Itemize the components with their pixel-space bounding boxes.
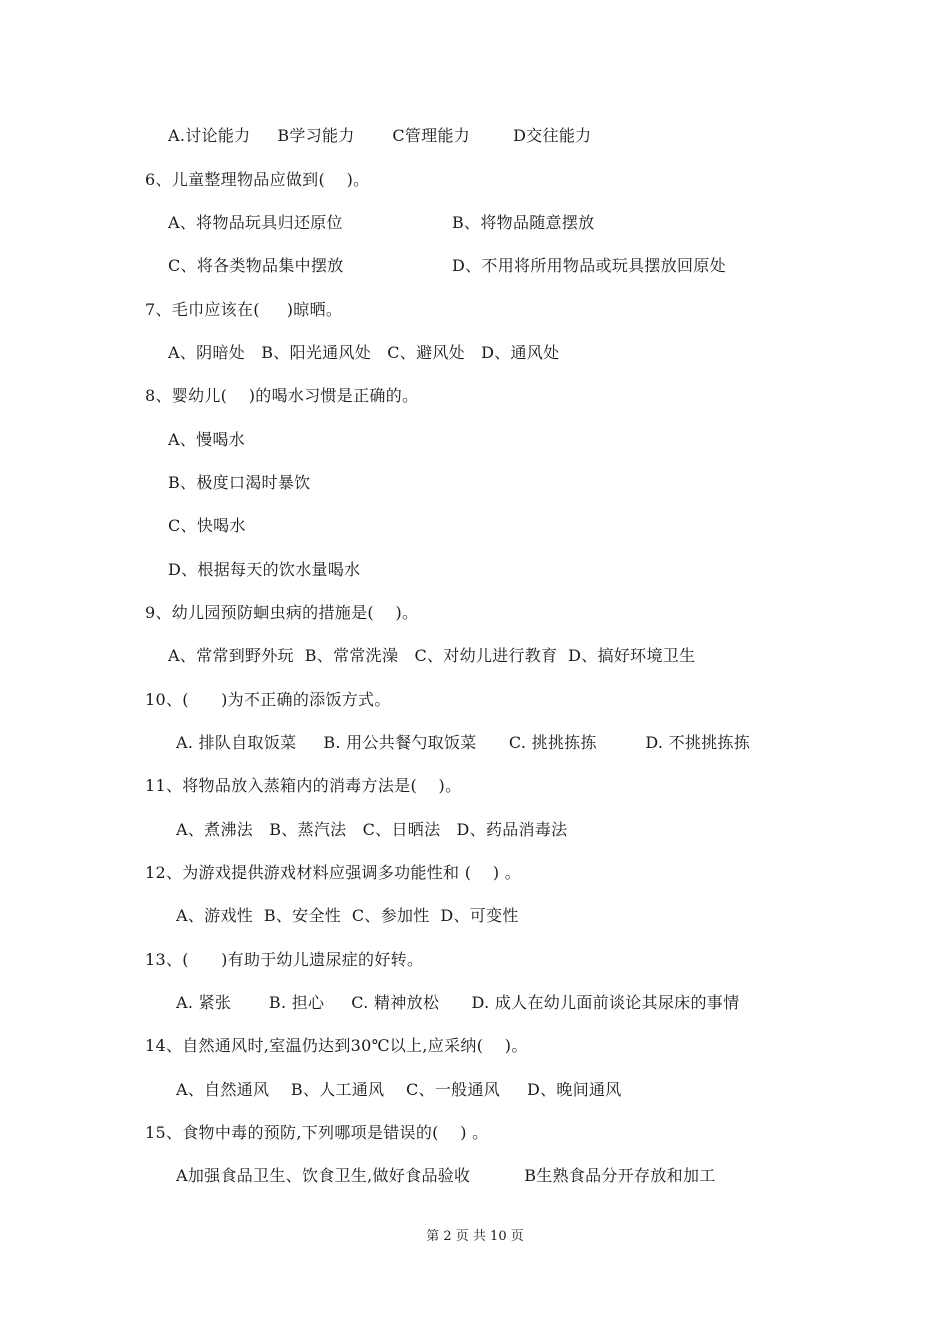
q12-options: A、游戏性 B、安全性 C、参加性 D、可变性 <box>176 906 519 925</box>
q15-options: A加强食品卫生、饮食卫生,做好食品验收 B生熟食品分开存放和加工 <box>176 1166 716 1185</box>
q7-options: A、阴暗处 B、阳光通风处 C、避风处 D、通风处 <box>168 343 560 362</box>
q6-option-a: A、将物品玩具归还原位 <box>168 213 343 232</box>
q9-options: A、常常到野外玩 B、常常洗澡 C、对幼儿进行教育 D、搞好环境卫生 <box>168 646 696 665</box>
question-13: 13、( )有助于幼儿遗尿症的好转。 <box>145 950 424 969</box>
question-10: 10、( )为不正确的添饭方式。 <box>145 690 391 709</box>
question-8: 8、婴幼儿( )的喝水习惯是正确的。 <box>145 386 419 405</box>
q10-options: A. 排队自取饭菜 B. 用公共餐勺取饭菜 C. 挑挑拣拣 D. 不挑挑拣拣 <box>176 733 751 752</box>
q6-option-d: D、不用将所用物品或玩具摆放回原处 <box>452 256 726 275</box>
q8-option-c: C、快喝水 <box>168 516 246 535</box>
question-9: 9、幼儿园预防蛔虫病的措施是( )。 <box>145 603 419 622</box>
q13-options: A. 紧张 B. 担心 C. 精神放松 D. 成人在幼儿面前谈论其尿床的事情 <box>176 993 740 1012</box>
page-footer: 第 2 页 共 10 页 <box>426 1229 524 1244</box>
question-11: 11、将物品放入蒸箱内的消毒方法是( )。 <box>145 776 462 795</box>
q8-option-b: B、极度口渴时暴饮 <box>168 473 311 492</box>
question-14: 14、自然通风时,室温仍达到30℃以上,应采纳( )。 <box>145 1036 528 1055</box>
q6-option-b: B、将物品随意摆放 <box>452 213 595 232</box>
question-15: 15、食物中毒的预防,下列哪项是错误的( ) 。 <box>145 1123 489 1142</box>
q8-option-a: A、慢喝水 <box>168 430 246 449</box>
q6-option-c: C、将各类物品集中摆放 <box>168 256 344 275</box>
question-6: 6、儿童整理物品应做到( )。 <box>145 170 370 189</box>
q11-options: A、煮沸法 B、蒸汽法 C、日晒法 D、药品消毒法 <box>176 820 568 839</box>
q8-option-d: D、根据每天的饮水量喝水 <box>168 560 361 579</box>
q14-options: A、自然通风 B、人工通风 C、一般通风 D、晚间通风 <box>176 1080 622 1099</box>
question-7: 7、毛巾应该在( )晾晒。 <box>145 300 343 319</box>
q5-options: A.讨论能力 B学习能力 C管理能力 D交往能力 <box>168 126 592 145</box>
question-12: 12、为游戏提供游戏材料应强调多功能性和 ( ) 。 <box>145 863 522 882</box>
